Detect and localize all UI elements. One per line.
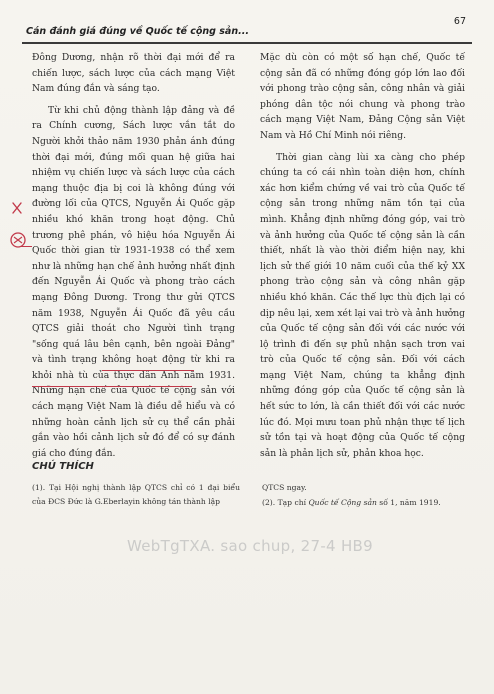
paragraph: Từ khi chủ động thành lập đảng và đề ra Chính cương, Sách lược vắn tắt do Người khởi thảo năm 1930 phản ánh đúng thời đại mới, đúng mối quan hệ giữa hai nhiệm vụ chiến lược và sách lược của cách mạng thuộc địa bị coi là không đúng với đường lối của QTCS, Nguyễn Ái Quốc gặp nhiều khó khăn trong hoạt động. Chủ trương phê phán, vô hiệu hóa Nguyễn Ái Quốc thời gian từ 1931-1938 có thể xem như là những hạn chế ảnh hưởng nhất định đến Nguyễn Ái Quốc và phong trào cách mạng Đông Dương. Trong thư gửi QTCS năm 1938, Nguyễn Ái Quốc đã yêu cầu QTCS giải thoát cho Người tình trạng "sống quá lâu bên cạnh, bên ngoài Đảng" và tình trạng không hoạt động từ khi ra khỏi nhà tù của thực dân Anh năm 1931. Những hạn chế của Quốc tế cộng sản với cách mạng Việt Nam là điều dễ hiểu và có những hoàn cảnh lịch sử cụ thể cần phải gắn vào hồi cảnh lịch sử đó để có sự đánh giá cho đúng đắn. — [32, 104, 235, 459]
footnote-2-journal-title: Quốc tế Cộng sản — [308, 498, 377, 507]
handwritten-underline — [32, 386, 192, 387]
left-column — [32, 50, 235, 461]
paragraph: Thời gian càng lùi xa càng cho phép chúng ta có cái nhìn toàn diện hơn, chính xác hơn kiểm chứng về vai trò của Quốc tế cộng sản trong những năm tồn tại của mình. Khẳng định những đóng góp, vai trò và ảnh hưởng của Quốc tế cộng sản là cần thiết, nhất là vào thời điểm hiện nay, khi lịch sử thế giới 10 năm cuối của thế kỷ XX phong trào cộng sản và công nhân gặp nhiều khó khăn. Các thế lực thù địch lại có dịp nêu lại, xem xét lại vai trò và ảnh hưởng của Quốc tế cộng sản đối với các nước với lộ trình đi đến sự phủ nhận sạch trơn vai trò của Quốc tế cộng sản. Đối với cách mạng Việt Nam, chúng ta khẳng định những đóng góp của Quốc tế cộng sản là hết sức to lớn, là cần thiết đối với các nước lúc đó. Mọi mưu toan phủ nhận thực tế lịch sử tồn tại và hoạt động của Quốc tế cộng sản là phản lịch sử, phản khoa học. — [260, 151, 465, 459]
notes-heading: CHÚ THÍCH — [32, 461, 94, 472]
handwritten-underline — [102, 370, 194, 371]
right-column — [260, 50, 465, 461]
footnote-2-suffix: số 1, năm 1919. — [376, 498, 441, 507]
watermark-stamp: WebTgTXA. sao chup, 27-4 HB9 — [127, 537, 373, 555]
handwritten-underline — [20, 246, 32, 247]
page-number: 67 — [453, 16, 466, 27]
footnote-1: (1). Tại Hội nghị thành lập QTCS chỉ có 1 đại biểu của ĐCS Đức là G.Eberlayin không tán thành lập — [32, 483, 240, 506]
footnote-1-continued: QTCS ngay. — [262, 483, 307, 492]
footnote-2-prefix: (2). Tạp chí — [262, 498, 309, 507]
running-header — [22, 12, 472, 44]
handwritten-x-mark — [11, 201, 23, 215]
header-title: Cán đánh giá đúng về Quốc tế cộng sản... — [26, 26, 249, 37]
paragraph: Mặc dù còn có một số hạn chế, Quốc tế cộng sản đã có những đóng góp lớn lao đối với phong trào cộng sản, công nhân và giải phóng dân tộc nói chung và phong trào cách mạng Việt Nam, Đảng Cộng sản Việt Nam và Hồ Chí Minh nói riêng. — [260, 52, 465, 141]
footnote-2 — [262, 496, 462, 510]
paragraph: Đông Dương, nhận rõ thời đại mới để ra chiến lược, sách lược của cách mạng Việt Nam đúng đắn và sáng tạo. — [32, 52, 235, 95]
